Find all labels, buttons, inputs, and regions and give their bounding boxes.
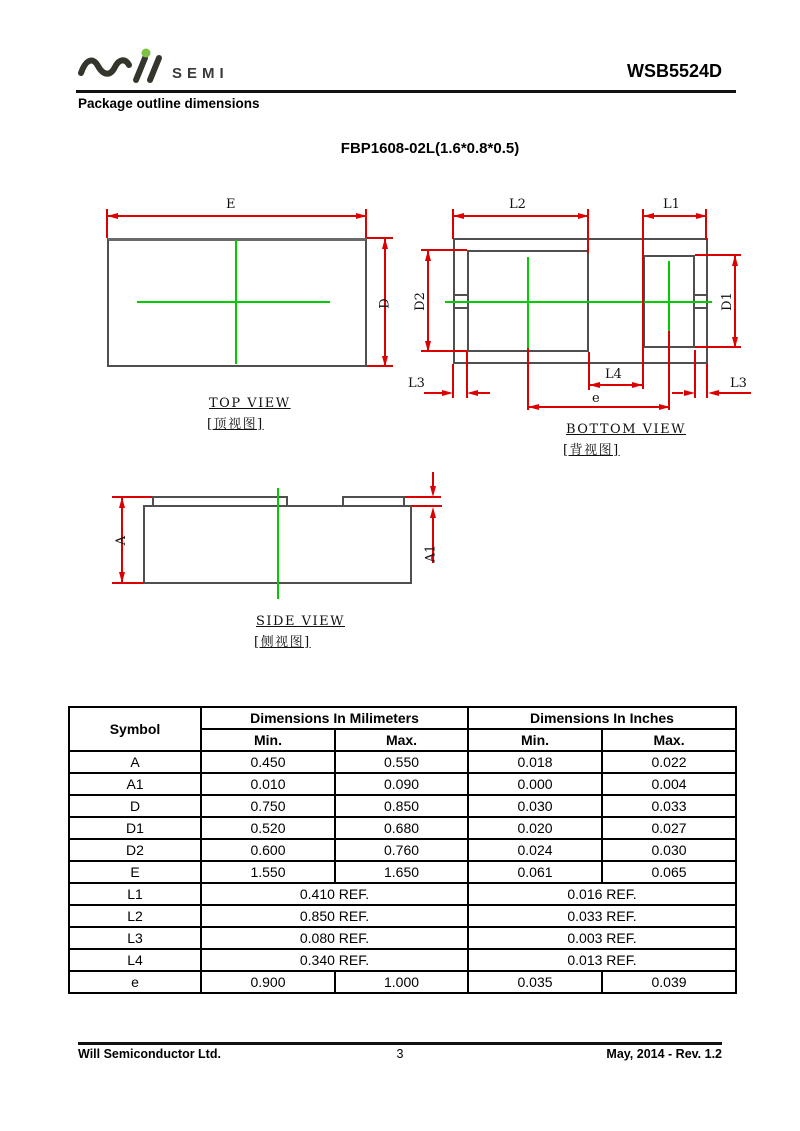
col-header-mm-min: Min. bbox=[201, 729, 335, 751]
dim-D-arrow-bottom bbox=[382, 356, 388, 367]
right-edge-notch-bottom bbox=[695, 307, 708, 309]
dim-L3R-tail-right bbox=[719, 392, 751, 394]
dim-A-arrow-top bbox=[119, 497, 125, 508]
symbol-cell: L3 bbox=[69, 927, 201, 949]
dim-D-ext-top bbox=[367, 237, 393, 239]
symbol-cell: A bbox=[69, 751, 201, 773]
value-cell: 0.090 bbox=[335, 773, 468, 795]
dim-A1-arrow-up bbox=[430, 507, 436, 518]
table-row bbox=[69, 773, 736, 795]
symbol-cell: D1 bbox=[69, 817, 201, 839]
right-edge-notch-top bbox=[695, 294, 708, 296]
table-row bbox=[69, 905, 736, 927]
symbol-cell: L4 bbox=[69, 949, 201, 971]
dim-e-arrow-left bbox=[528, 404, 539, 410]
value-cell: 0.900 bbox=[201, 971, 335, 993]
dim-L2-arrow-right bbox=[578, 213, 589, 219]
value-cell: 1.550 bbox=[201, 861, 335, 883]
side-view-right-terminal bbox=[342, 496, 405, 506]
dim-A-label: A bbox=[114, 535, 130, 546]
value-cell: 1.000 bbox=[335, 971, 468, 993]
dim-L3-right-label: L3 bbox=[730, 376, 747, 391]
ref-value-cell: 0.033 REF. bbox=[468, 905, 736, 927]
value-cell: 0.061 bbox=[468, 861, 602, 883]
top-view-title: TOP VIEW bbox=[209, 396, 291, 411]
col-header-in-max: Max. bbox=[602, 729, 736, 751]
dim-L3R-arrow-right bbox=[708, 390, 719, 396]
dim-A1-ext-bottom bbox=[412, 505, 442, 507]
dim-E-arrow-left bbox=[107, 213, 118, 219]
value-cell: 0.018 bbox=[468, 751, 602, 773]
footer-rule bbox=[78, 1042, 722, 1045]
bottom-view-title-cn: [背视图] bbox=[563, 443, 620, 458]
table-row bbox=[69, 883, 736, 905]
symbol-cell: D bbox=[69, 795, 201, 817]
value-cell: 0.030 bbox=[468, 795, 602, 817]
dim-A-ext-top bbox=[112, 496, 152, 498]
value-cell: 0.027 bbox=[602, 817, 736, 839]
part-number: WSB5524D bbox=[626, 61, 722, 81]
table-header-row-groups bbox=[69, 707, 736, 729]
dim-e-arrow-right bbox=[659, 404, 670, 410]
value-cell: 0.450 bbox=[201, 751, 335, 773]
dim-L3L-tail-right bbox=[478, 392, 490, 394]
dim-A-arrow-bottom bbox=[119, 572, 125, 583]
value-cell: 0.020 bbox=[468, 817, 602, 839]
bottom-view-centerline-h bbox=[445, 301, 712, 303]
dim-A1-arrow-down bbox=[430, 486, 436, 497]
symbol-cell: E bbox=[69, 861, 201, 883]
ref-value-cell: 0.080 REF. bbox=[201, 927, 468, 949]
value-cell: 0.010 bbox=[201, 773, 335, 795]
dim-L3R-tail-left bbox=[672, 392, 683, 394]
dim-e-ext-left bbox=[527, 348, 529, 410]
value-cell: 0.065 bbox=[602, 861, 736, 883]
dim-D1-arrow-bottom bbox=[732, 337, 738, 348]
dim-L1-arrow-left bbox=[643, 213, 654, 219]
logo-text: SEMI bbox=[172, 65, 229, 82]
symbol-cell: A1 bbox=[69, 773, 201, 795]
ref-value-cell: 0.410 REF. bbox=[201, 883, 468, 905]
dim-L4-arrow-left bbox=[589, 382, 600, 388]
dim-D1-arrow-top bbox=[732, 255, 738, 266]
side-view-left-terminal bbox=[152, 496, 288, 506]
footer-page-number: 3 bbox=[396, 1047, 404, 1061]
symbol-cell: e bbox=[69, 971, 201, 993]
col-header-mm-max: Max. bbox=[335, 729, 468, 751]
dim-D-arrow-top bbox=[382, 238, 388, 249]
logo-slash-1 bbox=[136, 58, 145, 80]
ref-value-cell: 0.003 REF. bbox=[468, 927, 736, 949]
top-view-centerline-h bbox=[137, 301, 330, 303]
logo-wave bbox=[81, 60, 129, 73]
dim-L3L-arrow-right bbox=[467, 390, 478, 396]
table-row bbox=[69, 839, 736, 861]
top-view-centerline-v bbox=[235, 240, 237, 364]
col-header-inches: Dimensions In Inches bbox=[468, 707, 736, 729]
table-row bbox=[69, 817, 736, 839]
side-view-centerline bbox=[277, 488, 279, 599]
value-cell: 0.035 bbox=[468, 971, 602, 993]
value-cell: 0.024 bbox=[468, 839, 602, 861]
value-cell: 0.030 bbox=[602, 839, 736, 861]
value-cell: 0.039 bbox=[602, 971, 736, 993]
dim-A1-label: A1 bbox=[423, 544, 439, 563]
dim-L2-arrow-left bbox=[453, 213, 464, 219]
dim-D-ext-bottom bbox=[367, 365, 393, 367]
left-edge-notch-bottom bbox=[453, 307, 467, 309]
dim-L2-line bbox=[453, 215, 589, 217]
dim-L1-arrow-right bbox=[696, 213, 707, 219]
dimensions-table bbox=[68, 706, 737, 994]
ref-value-cell: 0.850 REF. bbox=[201, 905, 468, 927]
dim-E-label: E bbox=[226, 197, 236, 212]
dim-L3R-arrow-left bbox=[684, 390, 695, 396]
value-cell: 0.033 bbox=[602, 795, 736, 817]
dim-D2-arrow-bottom bbox=[425, 341, 431, 352]
symbol-cell: L1 bbox=[69, 883, 201, 905]
table-row bbox=[69, 927, 736, 949]
top-view-title-cn: [顶视图] bbox=[207, 417, 264, 432]
ref-value-cell: 0.340 REF. bbox=[201, 949, 468, 971]
dim-L4-arrow-right bbox=[632, 382, 643, 388]
right-pad-centerline bbox=[668, 261, 670, 331]
value-cell: 0.550 bbox=[335, 751, 468, 773]
value-cell: 0.022 bbox=[602, 751, 736, 773]
table-row bbox=[69, 795, 736, 817]
dim-A-ext-bottom bbox=[112, 582, 144, 584]
symbol-cell: D2 bbox=[69, 839, 201, 861]
dim-L1-ext-left bbox=[642, 209, 644, 389]
value-cell: 0.004 bbox=[602, 773, 736, 795]
dim-A1-line-upper bbox=[432, 472, 434, 486]
value-cell: 0.600 bbox=[201, 839, 335, 861]
logo-slash-2 bbox=[150, 58, 159, 80]
dim-L1-label: L1 bbox=[663, 197, 680, 212]
ref-value-cell: 0.016 REF. bbox=[468, 883, 736, 905]
dim-L3-left-label: L3 bbox=[408, 376, 425, 391]
dim-L3L-arrow-left bbox=[442, 390, 453, 396]
left-edge-notch-top bbox=[453, 294, 467, 296]
value-cell: 1.650 bbox=[335, 861, 468, 883]
dim-L2-label: L2 bbox=[509, 197, 526, 212]
left-pad-centerline bbox=[527, 257, 529, 348]
value-cell: 0.750 bbox=[201, 795, 335, 817]
dim-e-ext-right bbox=[668, 331, 670, 410]
col-header-in-min: Min. bbox=[468, 729, 602, 751]
dim-D-label: D bbox=[377, 298, 393, 309]
side-view-title-cn: [侧视图] bbox=[254, 635, 311, 650]
value-cell: 0.520 bbox=[201, 817, 335, 839]
dim-D2-label: D2 bbox=[412, 292, 428, 311]
table-row bbox=[69, 861, 736, 883]
value-cell: 0.850 bbox=[335, 795, 468, 817]
value-cell: 0.000 bbox=[468, 773, 602, 795]
dim-L4-label: L4 bbox=[605, 367, 622, 382]
col-header-symbol: Symbol bbox=[69, 707, 201, 751]
dim-L3L-tail-left bbox=[424, 392, 442, 394]
willsemi-logo bbox=[76, 46, 236, 90]
side-view-title: SIDE VIEW bbox=[256, 614, 345, 629]
package-title: FBP1608-02L(1.6*0.8*0.5) bbox=[340, 140, 520, 157]
footer-company: Will Semiconductor Ltd. bbox=[78, 1047, 221, 1061]
logo-green-dot-icon bbox=[142, 49, 151, 58]
dim-e-label: e bbox=[592, 391, 600, 406]
dim-E-arrow-right bbox=[356, 213, 367, 219]
symbol-cell: L2 bbox=[69, 905, 201, 927]
ref-value-cell: 0.013 REF. bbox=[468, 949, 736, 971]
col-header-millimeters: Dimensions In Milimeters bbox=[201, 707, 468, 729]
header-rule bbox=[76, 90, 736, 93]
dim-D1-label: D1 bbox=[719, 292, 735, 311]
dim-D2-arrow-top bbox=[425, 250, 431, 261]
bottom-view-title: BOTTOM VIEW bbox=[566, 422, 687, 437]
dim-e-line bbox=[528, 406, 670, 408]
footer-revision: May, 2014 - Rev. 1.2 bbox=[606, 1047, 722, 1061]
table-row bbox=[69, 751, 736, 773]
value-cell: 0.680 bbox=[335, 817, 468, 839]
table-row bbox=[69, 971, 736, 993]
section-title: Package outline dimensions bbox=[78, 96, 260, 111]
value-cell: 0.760 bbox=[335, 839, 468, 861]
table-row bbox=[69, 949, 736, 971]
dim-E-line bbox=[107, 215, 367, 217]
